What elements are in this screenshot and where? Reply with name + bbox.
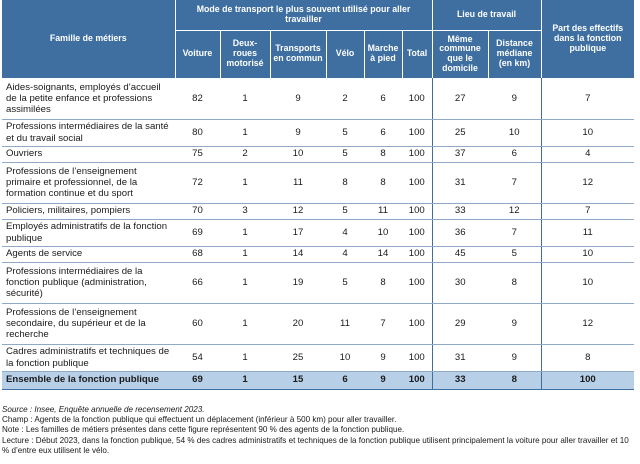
source-note: Source : Insee, Enquête annuelle de recensement 2023.	[2, 405, 205, 414]
cell-total: 100	[402, 146, 432, 162]
cell-transports: 10	[270, 146, 326, 162]
cell-part: 11	[541, 219, 634, 246]
cell-deux-roues: 1	[220, 371, 270, 389]
cell-transports: 9	[270, 119, 326, 146]
table-row	[2, 262, 634, 303]
row-label: Ensemble de la fonction publique	[2, 371, 175, 389]
cell-distance: 9	[488, 303, 541, 344]
cell-total: 100	[402, 371, 432, 389]
cell-distance: 6	[488, 146, 541, 162]
cell-part: 8	[541, 344, 634, 371]
cell-transports: 15	[270, 371, 326, 389]
cell-deux-roues: 1	[220, 246, 270, 262]
cell-part: 7	[541, 78, 634, 119]
cell-part: 4	[541, 146, 634, 162]
cell-meme-commune: 27	[432, 78, 488, 119]
header-famille: Famille de métiers	[2, 0, 175, 78]
cell-marche: 7	[364, 303, 402, 344]
cell-marche: 6	[364, 119, 402, 146]
cell-meme-commune: 33	[432, 203, 488, 219]
cell-voiture: 69	[175, 371, 220, 389]
cell-transports: 20	[270, 303, 326, 344]
cell-part: 10	[541, 246, 634, 262]
cell-distance: 12	[488, 203, 541, 219]
row-label: Professions intermédiaires de la fonction publique (administration, sécurité)	[2, 262, 175, 303]
cell-meme-commune: 31	[432, 344, 488, 371]
cell-transports: 14	[270, 246, 326, 262]
cell-velo: 4	[326, 219, 364, 246]
cell-voiture: 66	[175, 262, 220, 303]
cell-total: 100	[402, 303, 432, 344]
table-row	[2, 303, 634, 344]
cell-transports: 19	[270, 262, 326, 303]
row-label: Policiers, militaires, pompiers	[2, 203, 175, 219]
row-label: Professions intermédiaires de la santé et du travail social	[2, 119, 175, 146]
cell-marche: 11	[364, 203, 402, 219]
cell-voiture: 72	[175, 162, 220, 203]
table-row	[2, 344, 634, 371]
header-group-lieu: Lieu de travail	[432, 0, 541, 30]
cell-marche: 10	[364, 219, 402, 246]
header-deux-roues: Deux-roues motorisé	[220, 30, 270, 78]
row-label: Ouvriers	[2, 146, 175, 162]
cell-voiture: 70	[175, 203, 220, 219]
cell-meme-commune: 25	[432, 119, 488, 146]
cell-voiture: 75	[175, 146, 220, 162]
header-velo: Vélo	[326, 30, 364, 78]
header-meme-commune: Même commune que le domicile	[432, 30, 488, 78]
cell-voiture: 60	[175, 303, 220, 344]
cell-meme-commune: 33	[432, 371, 488, 389]
cell-deux-roues: 1	[220, 303, 270, 344]
cell-transports: 25	[270, 344, 326, 371]
header-distance: Distance médiane (en km)	[488, 30, 541, 78]
cell-velo: 5	[326, 262, 364, 303]
cell-velo: 6	[326, 371, 364, 389]
commute-table	[2, 0, 634, 390]
cell-velo: 5	[326, 146, 364, 162]
cell-deux-roues: 2	[220, 146, 270, 162]
table-row	[2, 119, 634, 146]
cell-meme-commune: 36	[432, 219, 488, 246]
row-label: Aides-soignants, employés d’accueil de la petite enfance et professions assimilées	[2, 78, 175, 119]
cell-marche: 9	[364, 344, 402, 371]
cell-distance: 8	[488, 262, 541, 303]
cell-velo: 2	[326, 78, 364, 119]
cell-deux-roues: 1	[220, 78, 270, 119]
header-part: Part des effectifs dans la fonction publique	[541, 0, 634, 78]
cell-total: 100	[402, 219, 432, 246]
cell-velo: 5	[326, 119, 364, 146]
cell-total: 100	[402, 78, 432, 119]
table-row	[2, 219, 634, 246]
cell-part: 10	[541, 262, 634, 303]
table-row	[2, 203, 634, 219]
cell-transports: 17	[270, 219, 326, 246]
cell-marche: 8	[364, 262, 402, 303]
table-row	[2, 162, 634, 203]
table-row-total	[2, 371, 634, 389]
row-label: Cadres administratifs et techniques de la fonction publique	[2, 344, 175, 371]
cell-part: 10	[541, 119, 634, 146]
cell-part: 12	[541, 162, 634, 203]
cell-voiture: 69	[175, 219, 220, 246]
cell-distance: 10	[488, 119, 541, 146]
cell-marche: 14	[364, 246, 402, 262]
cell-deux-roues: 1	[220, 262, 270, 303]
header-transports: Transports en commun	[270, 30, 326, 78]
header-total: Total	[402, 30, 432, 78]
header-marche: Marche à pied	[364, 30, 402, 78]
cell-transports: 12	[270, 203, 326, 219]
cell-voiture: 82	[175, 78, 220, 119]
header-group-transport: Mode de transport le plus souvent utilisé pour aller travailler	[175, 0, 432, 30]
cell-distance: 5	[488, 246, 541, 262]
cell-marche: 9	[364, 371, 402, 389]
cell-velo: 4	[326, 246, 364, 262]
cell-meme-commune: 30	[432, 262, 488, 303]
cell-total: 100	[402, 344, 432, 371]
cell-part: 7	[541, 203, 634, 219]
cell-voiture: 54	[175, 344, 220, 371]
cell-total: 100	[402, 203, 432, 219]
champ-note: Champ : Agents de la fonction publique qui effectuent un déplacement (inférieur à 500 km) pour aller travailler.	[2, 415, 397, 425]
cell-meme-commune: 29	[432, 303, 488, 344]
table-row	[2, 246, 634, 262]
cell-deux-roues: 3	[220, 203, 270, 219]
cell-voiture: 68	[175, 246, 220, 262]
cell-voiture: 80	[175, 119, 220, 146]
cell-deux-roues: 1	[220, 344, 270, 371]
cell-distance: 7	[488, 219, 541, 246]
cell-velo: 5	[326, 203, 364, 219]
lecture-note: Lecture : Début 2023, dans la fonction publique, 54 % des cadres administratifs et techniques de la fonction publique utilisent principalement la voiture pour aller travailler et 10 % d’entre eux utilisent le vélo.	[2, 435, 629, 455]
row-label: Professions de l’enseignement secondaire, du supérieur et de la recherche	[2, 303, 175, 344]
cell-marche: 8	[364, 162, 402, 203]
cell-deux-roues: 1	[220, 119, 270, 146]
cell-deux-roues: 1	[220, 162, 270, 203]
cell-meme-commune: 31	[432, 162, 488, 203]
note-text: Note : Les familles de métiers présentes dans cette figure représentent 90 % des agents de la fonction publique.	[2, 425, 405, 435]
cell-velo: 10	[326, 344, 364, 371]
row-label: Professions de l’enseignement primaire et professionnel, de la formation continue et du sport	[2, 162, 175, 203]
cell-transports: 11	[270, 162, 326, 203]
cell-total: 100	[402, 162, 432, 203]
header-voiture: Voiture	[175, 30, 220, 78]
cell-marche: 6	[364, 78, 402, 119]
cell-distance: 9	[488, 344, 541, 371]
cell-distance: 9	[488, 78, 541, 119]
cell-total: 100	[402, 119, 432, 146]
cell-total: 100	[402, 262, 432, 303]
cell-distance: 8	[488, 371, 541, 389]
cell-velo: 11	[326, 303, 364, 344]
cell-transports: 9	[270, 78, 326, 119]
cell-distance: 7	[488, 162, 541, 203]
row-label: Employés administratifs de la fonction publique	[2, 219, 175, 246]
table-row	[2, 78, 634, 119]
cell-part: 12	[541, 303, 634, 344]
cell-meme-commune: 45	[432, 246, 488, 262]
notes	[2, 405, 638, 456]
table-row	[2, 146, 634, 162]
cell-marche: 8	[364, 146, 402, 162]
cell-part: 100	[541, 371, 634, 389]
cell-velo: 8	[326, 162, 364, 203]
cell-total: 100	[402, 246, 432, 262]
cell-deux-roues: 1	[220, 219, 270, 246]
row-label: Agents de service	[2, 246, 175, 262]
cell-meme-commune: 37	[432, 146, 488, 162]
